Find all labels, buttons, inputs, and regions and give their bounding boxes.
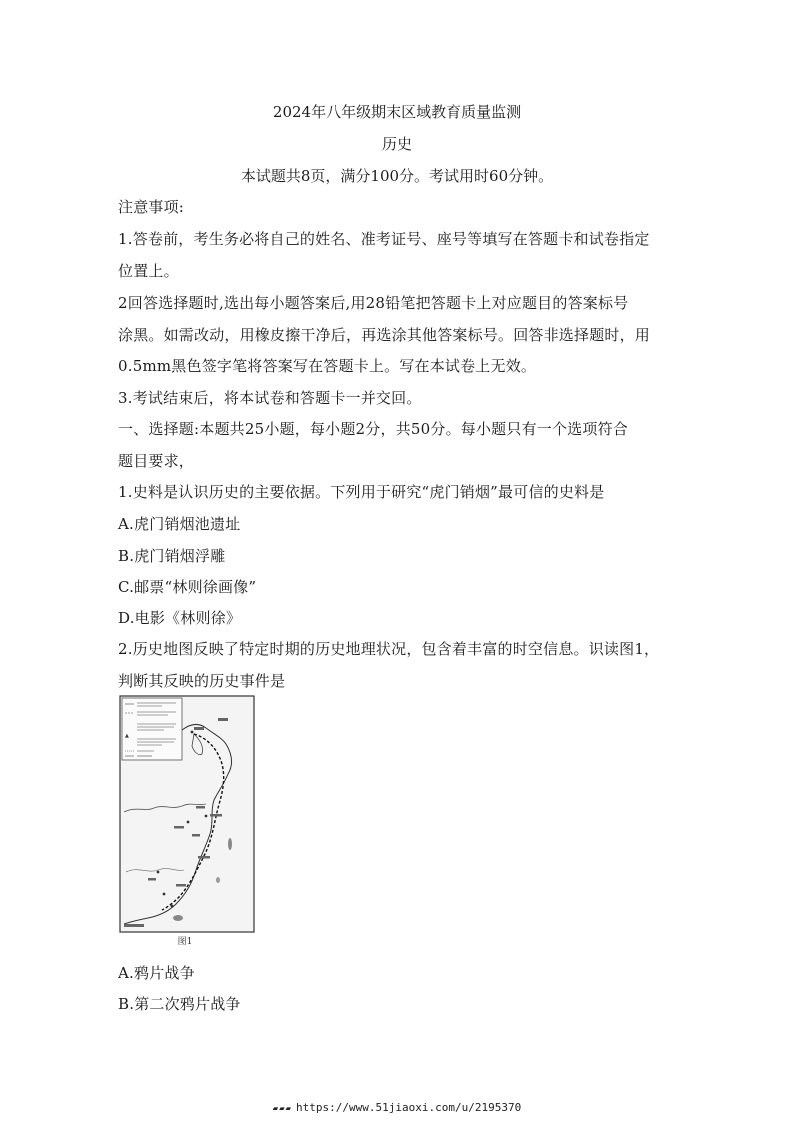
notice-line: 3.考试结束后，将本试卷和答题卡一并交回。 [118,389,422,407]
svg-text:▲: ▲ [125,733,129,739]
footer-dots: ▰▰▰ [272,1104,293,1114]
island [216,877,220,883]
exam-title: 2024年八年级期末区域教育质量监测 [272,103,522,121]
question-1-option-c: C.邮票“林则徐画像” [118,578,257,596]
question-2-option-b: B.第二次鸦片战争 [118,995,241,1013]
notice-line: 0.5mm黑色签字笔将答案写在答题卡上。写在本试卷上无效。 [118,357,537,375]
island [228,838,232,850]
question-2-stem-cont: 判断其反映的历史事件是 [118,672,286,690]
footer-url[interactable]: https://www.51jiaoxi.com/u/2195370 [296,1101,522,1114]
question-1-option-a: A.虎门销烟池遗址 [118,515,241,533]
island [173,915,183,921]
notice-line: 位置上。 [118,262,179,280]
section-heading: 一、选择题:本题共25小题，每小题2分，共50分。每小题只有一个选项符合 [118,420,628,438]
question-2-stem: 2.历史地图反映了特定时期的历史地理状况，包含着丰富的时空信息。识读图1， [118,640,660,658]
section-heading-cont: 题目要求， [118,452,195,470]
notice-heading: 注意事项: [118,198,185,216]
exam-info: 本试题共8页，满分100分。考试用时60分钟。 [240,167,554,185]
question-1-option-d: D.电影《林则徐》 [118,609,242,627]
footer-watermark [0,1101,794,1114]
figure-caption: 图1 [177,937,193,947]
notice-line: 涂黑。如需改动，用橡皮擦干净后，再选涂其他答案标号。回答非选择题时，用 [118,326,651,344]
notice-line: 2回答选择题时,选出每小题答案后,用28铅笔把答题卡上对应题目的答案标号 [118,294,629,312]
historical-map-figure [118,694,268,950]
question-2-option-a: A.鸦片战争 [118,964,195,982]
subject-title: 历史 [381,135,412,153]
question-1-stem: 1.史料是认识历史的主要依据。下列用于研究“虎门销烟”最可信的史料是 [118,483,605,501]
notice-line: 1.答卷前，考生务必将自己的姓名、准考证号、座号等填写在答题卡和试卷指定 [118,230,650,248]
question-1-option-b: B.虎门销烟浮雕 [118,547,226,565]
